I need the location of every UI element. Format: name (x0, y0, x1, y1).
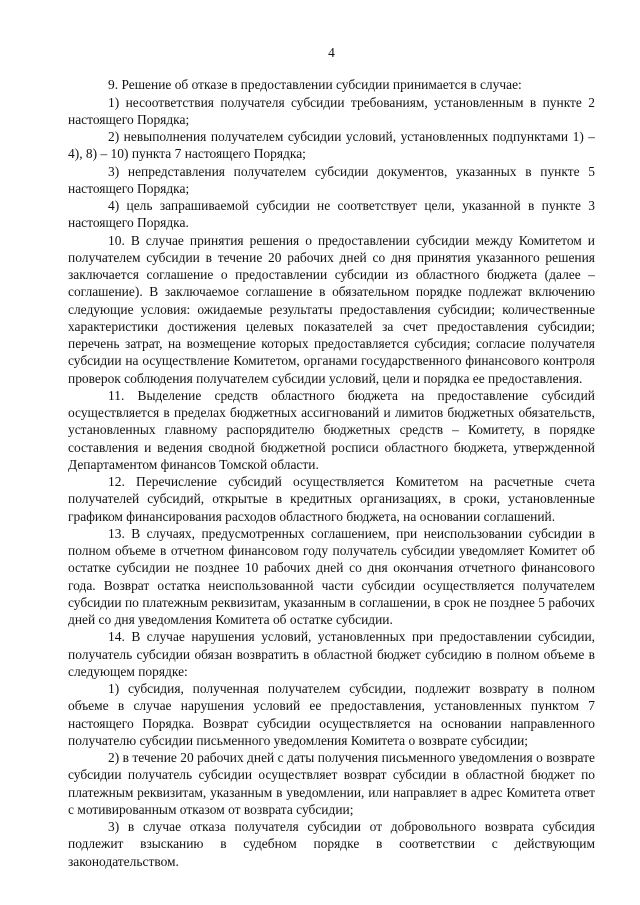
paragraph-14: 14. В случае нарушения условий, установленных при предоставлении субсидии, получатель субсидии обязан возвратить в областной бюджет субсидию в полном объеме в следующем порядке: (68, 629, 595, 679)
paragraph-10: 10. В случае принятия решения о предоставлении субсидии между Комитетом и получателем субсидии в течение 20 рабочих дней со дня принятия указанного решения заключается соглашение о предоставлении субсидии из областного бюджета (далее – соглашение). В заключаемое соглашение в обязательном порядке подлежат включению следующие условия: ожидаемые результаты предоставления субсидии; количественные характеристики достижения целевых показателей за счет предоставления субсидии; перечень затрат, на возмещение которых предоставляется субсидия; согласие получателя субсидии на осуществление Комитетом, органами государственного финансового контроля проверок соблюдения получателем субсидии условий, цели и порядка ее предоставления. (68, 232, 595, 386)
paragraph-9-item-3: 3) непредставления получателем субсидии документов, указанных в пункте 5 настоящего Порядка; (68, 163, 595, 196)
page-number: 4 (328, 45, 335, 60)
paragraph-9-item-2: 2) невыполнения получателем субсидии условий, установленных подпунктами 1) – 4), 8) – 10) пункта 7 настоящего Порядка; (68, 129, 595, 162)
paragraph-9: 9. Решение об отказе в предоставлении субсидии принимается в случае: (108, 77, 522, 93)
paragraph-12: 12. Перечисление субсидий осуществляется Комитетом на расчетные счета получателей субсидий, открытые в кредитных организациях, в сроки, установленные графиком финансирования расходов областного бюджета, на основании соглашений. (68, 474, 595, 524)
document-body (68, 76, 595, 870)
paragraph-11: 11. Выделение средств областного бюджета на предоставление субсидий осуществляется в пределах бюджетных ассигнований и лимитов бюджетных обязательств, установленных главному распорядителю бюджетных средств – Комитету, в порядке составления и ведения сводной бюджетной росписи областного бюджета, утвержденной Департаментом финансов Томской области. (68, 387, 595, 472)
paragraph-9-item-1: 1) несоответствия получателя субсидии требованиям, установленным в пункте 2 настоящего Порядка; (68, 94, 595, 127)
paragraph-14-item-3: 3) в случае отказа получателя субсидии от добровольного возврата субсидия подлежит взысканию в судебном порядке в соответствии с действующим законодательством. (68, 819, 595, 869)
paragraph-14-item-2: 2) в течение 20 рабочих дней с даты получения письменного уведомления о возврате субсидии получатель субсидии осуществляет возврат субсидии в областной бюджет по платежным реквизитам, указанным в уведомлении, или направляет в адрес Комитета ответ с мотивированным отказом от возврата субсидии; (68, 750, 595, 817)
paragraph-13: 13. В случаях, предусмотренных соглашением, при неиспользовании субсидии в полном объеме в отчетном финансовом году получатель субсидии уведомляет Комитет об остатке субсидии не позднее 10 рабочих дней со дня окончания отчетного финансового года. Возврат остатка неиспользованной части субсидии осуществляется получателем субсидии по платежным реквизитам, указанным в соглашении, в срок не позднее 5 рабочих дней со дня уведомления Комитета об остатке субсидии. (68, 525, 595, 627)
paragraph-14-item-1: 1) субсидия, полученная получателем субсидии, подлежит возврату в полном объеме в случае нарушения условий ее предоставления, установленных пунктом 7 настоящего Порядка. Возврат субсидии осуществляется на основании направленного получателю субсидии письменного уведомления Комитета о возврате субсидии; (68, 681, 595, 748)
paragraph-9-item-4: 4) цель запрашиваемой субсидии не соответствует цели, указанной в пункте 3 настоящего Порядка. (68, 198, 595, 231)
